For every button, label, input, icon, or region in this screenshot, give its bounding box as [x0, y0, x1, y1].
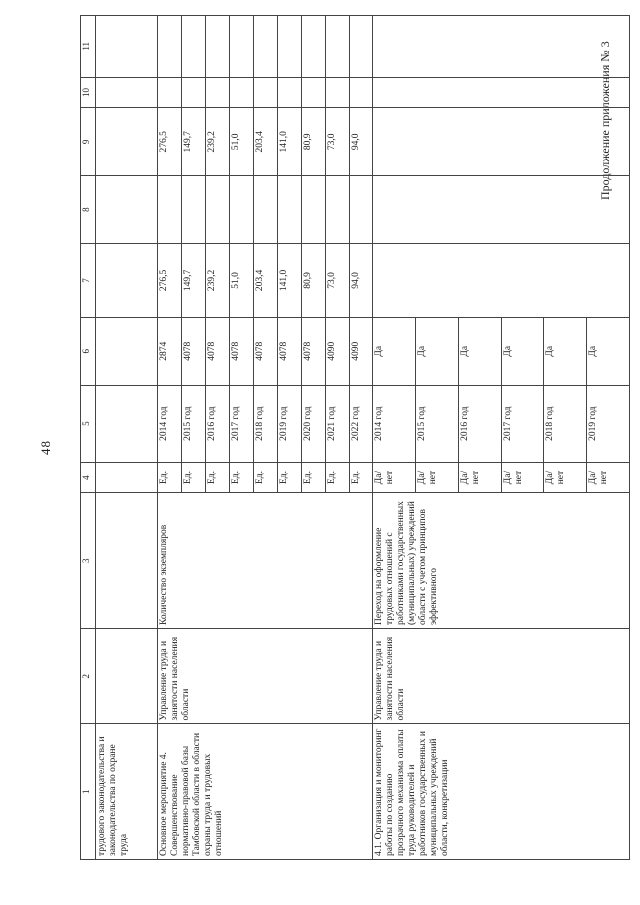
- column-number-row: [81, 16, 96, 860]
- other-funding-cell: [301, 16, 325, 78]
- regional-funding-cell: 51,0: [229, 108, 253, 176]
- target-value-cell: Да: [373, 317, 416, 385]
- col-header: 9: [81, 108, 96, 176]
- other-funding-cell: [349, 16, 373, 78]
- other-funding-cell: [158, 16, 182, 78]
- target-value-cell: Да: [458, 317, 501, 385]
- continued-row: [96, 16, 158, 860]
- col-header: 10: [81, 77, 96, 108]
- regional-funding-cell: 141,0: [277, 108, 301, 176]
- target-value-cell: 4078: [181, 317, 205, 385]
- unit-cell: Ед.: [253, 462, 277, 493]
- other-funding-cell: [325, 16, 349, 78]
- year-cell: 2017 год: [229, 385, 253, 462]
- table-row: [373, 16, 416, 860]
- col-header: 7: [81, 243, 96, 317]
- activity-name: 4.1. Организация и мониторинг работы по созданию прозрачного механизма оплаты труда руководителей и работников государственных и муниципальных учреждений области, конкретизации: [373, 724, 630, 860]
- responsible-executor: Управление труда и занятости населения области: [373, 628, 630, 723]
- col-header: 11: [81, 16, 96, 78]
- col-header: 1: [81, 724, 96, 860]
- total-funding-cell: 141,0: [277, 243, 301, 317]
- year-cell: 2014 год: [373, 385, 416, 462]
- regional-funding-cell: 149,7: [181, 108, 205, 176]
- col-header: 3: [81, 493, 96, 629]
- local-funding-cell: [205, 77, 229, 108]
- target-value-cell: 4078: [277, 317, 301, 385]
- unit-cell: Ед.: [349, 462, 373, 493]
- year-cell: 2016 год: [458, 385, 501, 462]
- total-funding-cell: 73,0: [325, 243, 349, 317]
- col-header: 5: [81, 385, 96, 462]
- target-value-cell: 4078: [301, 317, 325, 385]
- unit-cell: Да/ нет: [587, 462, 630, 493]
- other-funding-cell: [277, 16, 301, 78]
- activity-name: Основное мероприятие 4. Совершенствование нормативно-правовой базы Тамбовской области в области охраны труда и трудовых отношений: [158, 724, 373, 860]
- other-funding-cell: [229, 16, 253, 78]
- federal-funding-cell: [181, 176, 205, 244]
- other-funding-cell: [181, 16, 205, 78]
- total-funding-cell: 276,5: [158, 243, 182, 317]
- unit-cell: Ед.: [277, 462, 301, 493]
- program-table: [80, 15, 630, 860]
- local-funding-cell: [325, 77, 349, 108]
- target-value-cell: 2874: [158, 317, 182, 385]
- target-value-cell: Да: [544, 317, 587, 385]
- year-cell: 2021 год: [325, 385, 349, 462]
- unit-cell: Да/ нет: [373, 462, 416, 493]
- federal-funding-cell: [325, 176, 349, 244]
- indicator-name: Количество экземпляров: [158, 493, 373, 629]
- responsible-executor: Управление труда и занятости населения области: [158, 628, 373, 723]
- year-cell: 2017 год: [501, 385, 544, 462]
- regional-funding-cell: 80,9: [301, 108, 325, 176]
- regional-funding-cell: 73,0: [325, 108, 349, 176]
- appendix-caption: Продолжение приложения № 3: [598, 41, 612, 200]
- year-cell: 2018 год: [253, 385, 277, 462]
- local-funding-cell: [181, 77, 205, 108]
- year-cell: 2019 год: [587, 385, 630, 462]
- total-funding-cell: 80,9: [301, 243, 325, 317]
- local-funding-cell: [277, 77, 301, 108]
- col-header: 2: [81, 628, 96, 723]
- federal-funding-cell: [349, 176, 373, 244]
- unit-cell: Ед.: [229, 462, 253, 493]
- federal-funding-cell: [253, 176, 277, 244]
- unit-cell: Да/ нет: [501, 462, 544, 493]
- local-funding-cell: [301, 77, 325, 108]
- col-header: 6: [81, 317, 96, 385]
- year-cell: 2020 год: [301, 385, 325, 462]
- federal-funding-cell: [229, 176, 253, 244]
- federal-funding-cell: [301, 176, 325, 244]
- target-value-cell: Да: [416, 317, 459, 385]
- unit-cell: Ед.: [205, 462, 229, 493]
- unit-cell: Да/ нет: [544, 462, 587, 493]
- unit-cell: Да/ нет: [458, 462, 501, 493]
- target-value-cell: 4078: [205, 317, 229, 385]
- year-cell: 2022 год: [349, 385, 373, 462]
- unit-cell: Ед.: [301, 462, 325, 493]
- other-funding-cell: [253, 16, 277, 78]
- year-cell: 2015 год: [416, 385, 459, 462]
- unit-cell: Да/ нет: [416, 462, 459, 493]
- page-number: 48: [38, 440, 53, 455]
- col-header: 4: [81, 462, 96, 493]
- unit-cell: Ед.: [181, 462, 205, 493]
- year-cell: 2015 год: [181, 385, 205, 462]
- year-cell: 2014 год: [158, 385, 182, 462]
- total-funding-cell: 149,7: [181, 243, 205, 317]
- regional-funding-cell: 203,4: [253, 108, 277, 176]
- total-funding-cell: 94,0: [349, 243, 373, 317]
- federal-funding-cell: [158, 176, 182, 244]
- other-funding-cell: [205, 16, 229, 78]
- col-header: 8: [81, 176, 96, 244]
- federal-funding-cell: [205, 176, 229, 244]
- target-value-cell: 4078: [229, 317, 253, 385]
- local-funding-cell: [349, 77, 373, 108]
- target-value-cell: 4078: [253, 317, 277, 385]
- local-funding-cell: [253, 77, 277, 108]
- regional-funding-cell: 94,0: [349, 108, 373, 176]
- indicator-name: Переход на оформление трудовых отношений с работниками государственных (муниципальных) учреждений области с учетом принципов эффективного: [373, 493, 630, 629]
- total-funding-cell: 203,4: [253, 243, 277, 317]
- unit-cell: Ед.: [325, 462, 349, 493]
- year-cell: 2018 год: [544, 385, 587, 462]
- target-value-cell: Да: [587, 317, 630, 385]
- table-row: [158, 16, 182, 860]
- local-funding-cell: [229, 77, 253, 108]
- regional-funding-cell: 239,2: [205, 108, 229, 176]
- unit-cell: Ед.: [158, 462, 182, 493]
- target-value-cell: 4090: [325, 317, 349, 385]
- local-funding-cell: [158, 77, 182, 108]
- year-cell: 2016 год: [205, 385, 229, 462]
- federal-funding-cell: [277, 176, 301, 244]
- regional-funding-cell: 276,5: [158, 108, 182, 176]
- target-value-cell: 4090: [349, 317, 373, 385]
- total-funding-cell: 239,2: [205, 243, 229, 317]
- target-value-cell: Да: [501, 317, 544, 385]
- year-cell: 2019 год: [277, 385, 301, 462]
- continued-activity-text: трудового законодательства и законодательства по охране труда: [96, 724, 158, 860]
- rotated-table-wrapper: [80, 15, 630, 860]
- total-funding-cell: 51,0: [229, 243, 253, 317]
